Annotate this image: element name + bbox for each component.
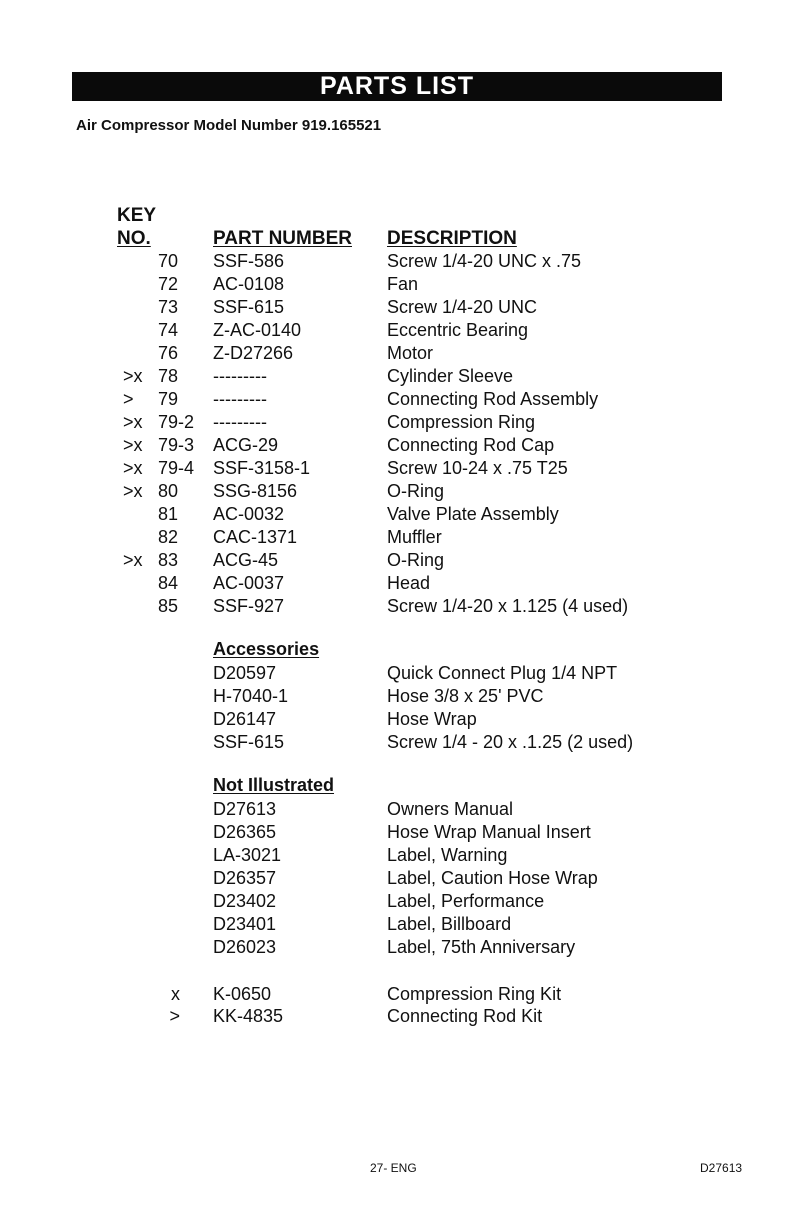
part-number: D26357 [213,868,277,888]
key-number: 79-3 [158,435,195,455]
key-number: 79 [158,389,179,409]
table-row [0,572,793,594]
table-row [0,526,793,548]
part-description: Hose Wrap [387,709,477,729]
parts-list-title-bar [72,72,722,101]
table-row [0,549,793,571]
table-row [0,434,793,456]
table-row [0,595,793,617]
part-description: Hose 3/8 x 25' PVC [387,686,544,706]
part-number: --------- [213,366,267,386]
key-number: 76 [158,343,179,363]
part-number: H-7040-1 [213,686,289,706]
list-item [0,913,793,935]
part-number: LA-3021 [213,845,282,865]
table-row [0,365,793,387]
part-description: Label, 75th Anniversary [387,937,576,957]
key-number: 70 [158,251,179,271]
marker: >x [123,550,143,570]
list-item [0,936,793,958]
marker: > [123,389,134,409]
key-number: 72 [158,274,179,294]
key-number: 79-2 [158,412,195,432]
part-description: Owners Manual [387,799,514,819]
part-number: D20597 [213,663,277,683]
list-item [0,844,793,866]
table-row [0,411,793,433]
part-number: D23402 [213,891,277,911]
list-item [0,731,793,753]
key-number: 81 [158,504,179,524]
part-number-header: PART NUMBER [213,228,352,249]
key-number: 85 [158,596,179,616]
list-item [0,983,793,1005]
part-number: AC-0037 [213,573,285,593]
part-description: Screw 1/4-20 UNC [387,297,538,317]
part-number: CAC-1371 [213,527,298,547]
part-description: Muffler [387,527,442,547]
part-number: AC-0108 [213,274,285,294]
list-item [0,685,793,707]
key-number: 78 [158,366,179,386]
key-number: 73 [158,297,179,317]
part-description: Connecting Rod Assembly [387,389,599,409]
part-description: O-Ring [387,550,445,570]
part-description: Motor [387,343,434,363]
key-number: 80 [158,481,179,501]
part-number: D27613 [213,799,277,819]
page-number: 27- ENG [370,1161,417,1175]
list-item [0,798,793,820]
part-number: SSF-615 [213,732,285,752]
key-number: 74 [158,320,179,340]
part-number: Z-AC-0140 [213,320,302,340]
part-description: Connecting Rod Kit [387,1006,543,1026]
part-number: SSF-586 [213,251,285,271]
marker: x [171,984,180,1004]
marker: >x [123,481,143,501]
table-row [0,388,793,410]
key-number: 82 [158,527,179,547]
part-description: Connecting Rod Cap [387,435,555,455]
part-description: Label, Performance [387,891,545,911]
part-number: D26023 [213,937,277,957]
part-description: Compression Ring [387,412,536,432]
part-description: Compression Ring Kit [387,984,562,1004]
part-description: Label, Caution Hose Wrap [387,868,598,888]
not-illustrated-heading: Not Illustrated [213,775,335,795]
description-header: DESCRIPTION [387,228,517,249]
part-number: --------- [213,389,267,409]
table-row [0,250,793,272]
list-item [0,867,793,889]
marker: >x [123,458,143,478]
part-number: SSF-615 [213,297,285,317]
marker: >x [123,366,143,386]
part-number: KK-4835 [213,1006,284,1026]
table-row [0,342,793,364]
part-description: Hose Wrap Manual Insert [387,822,591,842]
part-number: SSF-927 [213,596,285,616]
part-number: D26147 [213,709,277,729]
table-row [0,296,793,318]
part-description: Screw 10-24 x .75 T25 [387,458,568,478]
key-header-top: KEY [117,205,157,226]
marker: > [169,1006,180,1026]
document-number: D27613 [700,1161,743,1175]
part-description: Valve Plate Assembly [387,504,559,524]
part-description: Head [387,573,431,593]
key-no-header: NO. [117,228,151,249]
key-number: 79-4 [158,458,195,478]
part-number: AC-0032 [213,504,285,524]
part-number: ACG-29 [213,435,279,455]
page-title: PARTS LIST [320,72,474,100]
part-description: Label, Warning [387,845,508,865]
part-number: D23401 [213,914,277,934]
model-number-line: Air Compressor Model Number 919.165521 [76,117,382,134]
accessories-heading: Accessories [213,639,320,659]
part-number: K-0650 [213,984,272,1004]
part-number: --------- [213,412,267,432]
part-number: SSF-3158-1 [213,458,311,478]
part-number: Z-D27266 [213,343,294,363]
key-number: 83 [158,550,179,570]
part-description: Fan [387,274,419,294]
list-item [0,1005,793,1027]
part-description: Screw 1/4-20 UNC x .75 [387,251,582,271]
table-row [0,273,793,295]
part-description: Quick Connect Plug 1/4 NPT [387,663,618,683]
part-description: Screw 1/4 - 20 x .1.25 (2 used) [387,732,634,752]
part-description: Eccentric Bearing [387,320,529,340]
part-number: ACG-45 [213,550,279,570]
marker: >x [123,435,143,455]
list-item [0,890,793,912]
part-description: Cylinder Sleeve [387,366,514,386]
table-row [0,480,793,502]
table-row [0,503,793,525]
list-item [0,662,793,684]
part-number: SSG-8156 [213,481,298,501]
part-description: Screw 1/4-20 x 1.125 (4 used) [387,596,629,616]
list-item [0,821,793,843]
part-number: D26365 [213,822,277,842]
list-item [0,708,793,730]
table-row [0,319,793,341]
marker: >x [123,412,143,432]
table-row [0,457,793,479]
key-number: 84 [158,573,179,593]
part-description: O-Ring [387,481,445,501]
part-description: Label, Billboard [387,914,512,934]
